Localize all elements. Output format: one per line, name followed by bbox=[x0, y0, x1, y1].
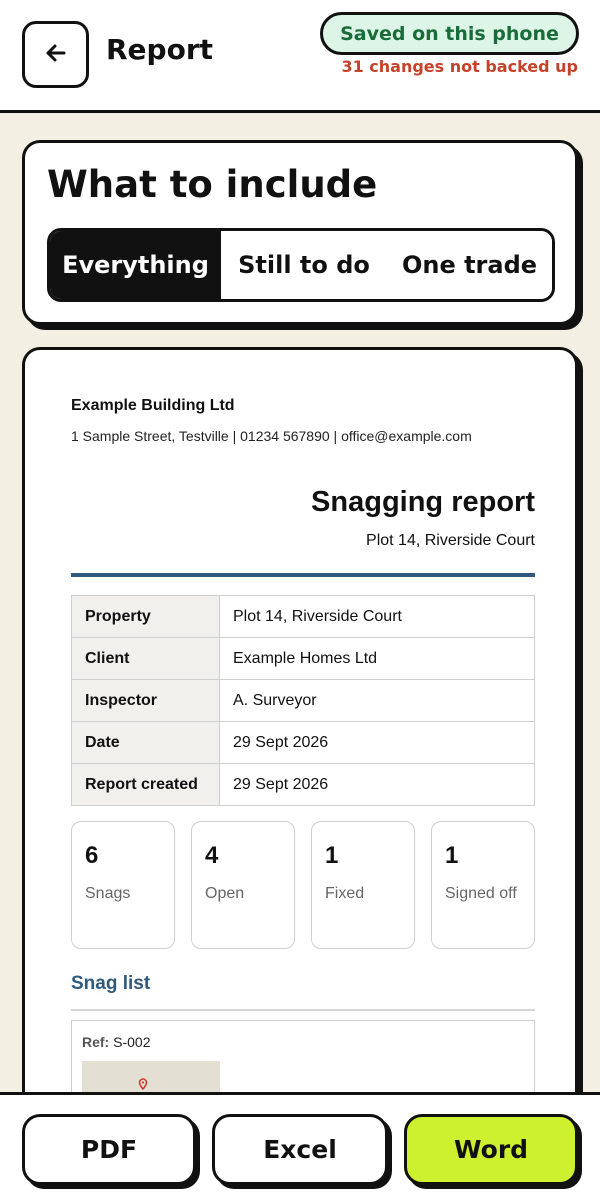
report-title: Snagging report bbox=[311, 486, 535, 518]
detail-label: Property bbox=[72, 596, 220, 638]
segment-still-to-do[interactable]: Still to do bbox=[221, 231, 387, 299]
snag-list-heading: Snag list bbox=[71, 973, 151, 994]
app-header bbox=[0, 0, 600, 113]
segment-one-trade[interactable]: One trade bbox=[387, 231, 552, 299]
snag-ref-label: Ref: bbox=[82, 1034, 110, 1050]
stat-value: 6 bbox=[85, 842, 99, 869]
export-bar bbox=[0, 1092, 600, 1200]
snag-ref-value: S-002 bbox=[113, 1034, 151, 1050]
saved-status-badge: Saved on this phone bbox=[320, 12, 579, 55]
stat-card-open bbox=[191, 821, 295, 949]
table-row bbox=[72, 596, 535, 638]
stat-card-snags bbox=[71, 821, 175, 949]
back-button[interactable] bbox=[22, 21, 89, 88]
table-row bbox=[72, 764, 535, 806]
table-row bbox=[72, 680, 535, 722]
arrow-left-icon bbox=[44, 41, 68, 69]
stat-value: 1 bbox=[325, 842, 339, 869]
page-title: Report bbox=[106, 33, 214, 66]
report-subtitle: Plot 14, Riverside Court bbox=[366, 532, 535, 549]
snag-list-divider bbox=[71, 1009, 535, 1011]
backup-warning: 31 changes not backed up bbox=[341, 57, 578, 76]
include-card bbox=[22, 140, 578, 325]
detail-value: A. Surveyor bbox=[220, 680, 535, 722]
table-row bbox=[72, 638, 535, 680]
stat-card-signed-off bbox=[431, 821, 535, 949]
snag-ref bbox=[82, 1034, 150, 1050]
summary-stats bbox=[71, 821, 535, 949]
stat-label: Fixed bbox=[325, 885, 365, 902]
title-divider bbox=[71, 573, 535, 577]
detail-label: Date bbox=[72, 722, 220, 764]
stat-label: Signed off bbox=[445, 885, 517, 902]
stat-label: Snags bbox=[85, 885, 131, 902]
stat-value: 1 bbox=[445, 842, 459, 869]
export-pdf-button[interactable]: PDF bbox=[22, 1114, 196, 1185]
detail-value: 29 Sept 2026 bbox=[220, 722, 535, 764]
detail-value: 29 Sept 2026 bbox=[220, 764, 535, 806]
report-preview[interactable] bbox=[22, 347, 578, 1127]
company-name: Example Building Ltd bbox=[71, 397, 235, 414]
map-pin-icon bbox=[137, 1077, 149, 1089]
detail-value: Plot 14, Riverside Court bbox=[220, 596, 535, 638]
detail-value: Example Homes Ltd bbox=[220, 638, 535, 680]
stat-label: Open bbox=[205, 885, 245, 902]
segment-everything[interactable]: Everything bbox=[50, 231, 221, 299]
table-row bbox=[72, 722, 535, 764]
company-contact: 1 Sample Street, Testville | 01234 567890 | office@example.com bbox=[71, 428, 472, 444]
include-title: What to include bbox=[47, 163, 378, 206]
report-details-table bbox=[71, 595, 535, 806]
detail-label: Client bbox=[72, 638, 220, 680]
export-word-button[interactable]: Word bbox=[404, 1114, 578, 1185]
stat-card-fixed bbox=[311, 821, 415, 949]
stat-value: 4 bbox=[205, 842, 219, 869]
detail-label: Report created bbox=[72, 764, 220, 806]
include-segmented-control bbox=[47, 228, 555, 302]
detail-label: Inspector bbox=[72, 680, 220, 722]
export-excel-button[interactable]: Excel bbox=[212, 1114, 388, 1185]
